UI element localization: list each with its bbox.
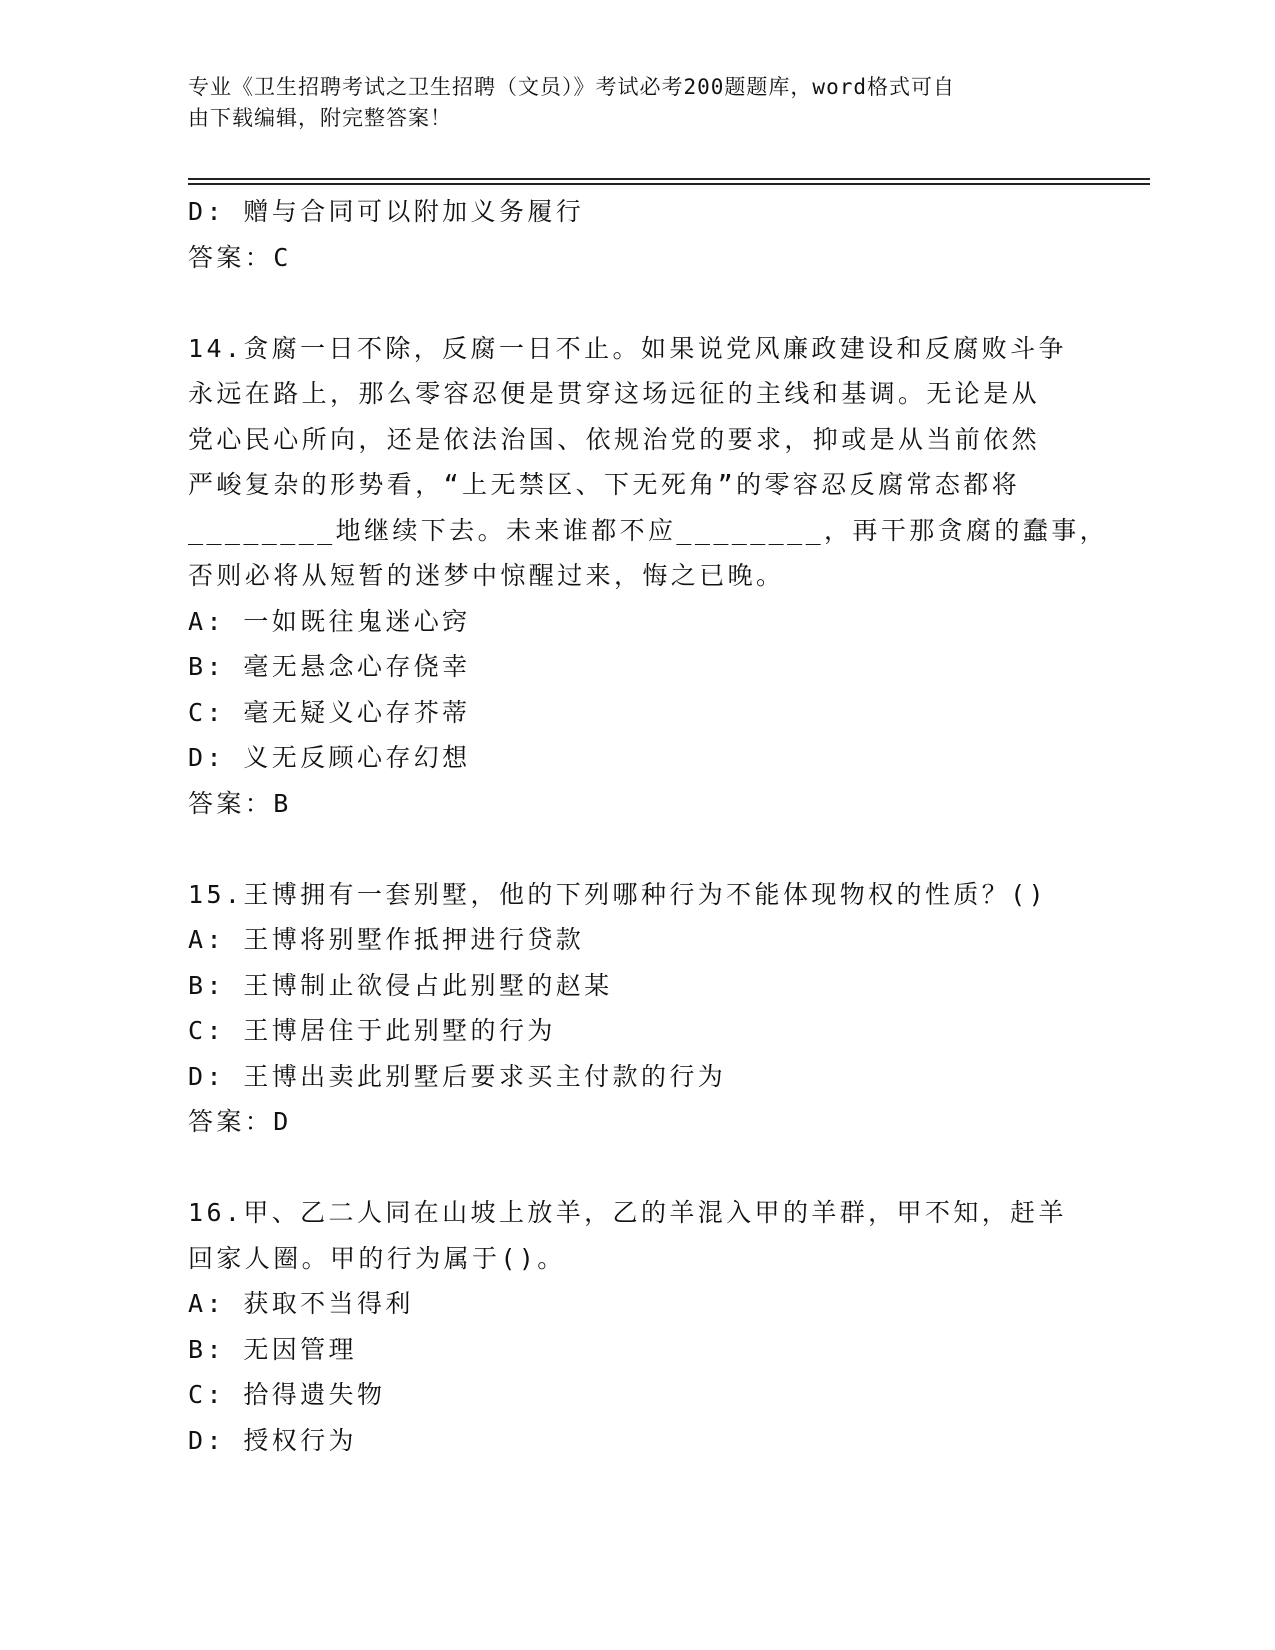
option-b: B: 无因管理 — [188, 1334, 357, 1364]
answer-line: 答案：C — [188, 242, 292, 272]
answer-line: 答案：B — [188, 788, 292, 818]
question-list — [188, 189, 1109, 1463]
question-text-line: 16.甲、乙二人同在山坡上放羊，乙的羊混入甲的羊群，甲不知，赶羊 — [188, 1198, 1067, 1227]
option-a: A: 一如既往鬼迷心窍 — [188, 606, 471, 636]
question-text-line: 15.王博拥有一套别墅，他的下列哪种行为不能体现物权的性质？() — [188, 879, 1048, 909]
option-c: C: 拾得遗失物 — [188, 1380, 386, 1409]
carryover-block — [188, 189, 1098, 280]
question-text-line: 否则必将从短暂的迷梦中惊醒过来，悔之已晚。 — [188, 561, 785, 590]
answer-line: 答案：D — [188, 1107, 292, 1136]
option-c: C: 毫无疑义心存芥蒂 — [188, 697, 471, 727]
option-d: D: 授权行为 — [188, 1425, 357, 1455]
question-text-line: 严峻复杂的形势看，“上无禁区、下无死角”的零容忍反腐常态都将 — [188, 470, 1021, 499]
header-divider-bottom — [188, 183, 1150, 185]
question-16 — [188, 1190, 1098, 1463]
option-b: B: 王博制止欲侵占此别墅的赵某 — [188, 970, 613, 1000]
question-14 — [188, 326, 1109, 827]
question-text-line: 回家人圈。甲的行为属于()。 — [188, 1243, 566, 1273]
option-a: A: 王博将别墅作抵押进行贷款 — [188, 925, 585, 954]
question-text-line: ________地继续下去。未来谁都不应________，再干那贪腐的蠢事， — [188, 515, 1109, 545]
option-c: C: 王博居住于此别墅的行为 — [188, 1016, 556, 1045]
option-a: A: 获取不当得利 — [188, 1289, 414, 1318]
header-line-1: 专业《卫生招聘考试之卫生招聘（文员）》考试必考200题题库，word格式可自 — [188, 75, 955, 99]
question-text-line: 党心民心所向，还是依法治国、依规治党的要求，抑或是从当前依然 — [188, 424, 1041, 454]
option-d: D: 王博出卖此别墅后要求买主付款的行为 — [188, 1061, 727, 1091]
question-text-line: 14.贪腐一日不除，反腐一日不止。如果说党风廉政建设和反腐败斗争 — [188, 333, 1067, 363]
document-header — [188, 72, 1068, 134]
option-b: B: 毫无悬念心存侥幸 — [188, 652, 471, 681]
question-text-line: 永远在路上，那么零容忍便是贯穿这场远征的主线和基调。无论是从 — [188, 379, 1041, 408]
question-15 — [188, 872, 1098, 1145]
header-line-2: 由下载编辑，附完整答案！ — [188, 106, 452, 130]
option-d: D: 义无反顾心存幻想 — [188, 743, 471, 772]
option-d: D: 赠与合同可以附加义务履行 — [188, 197, 585, 226]
header-divider-top — [188, 178, 1150, 180]
